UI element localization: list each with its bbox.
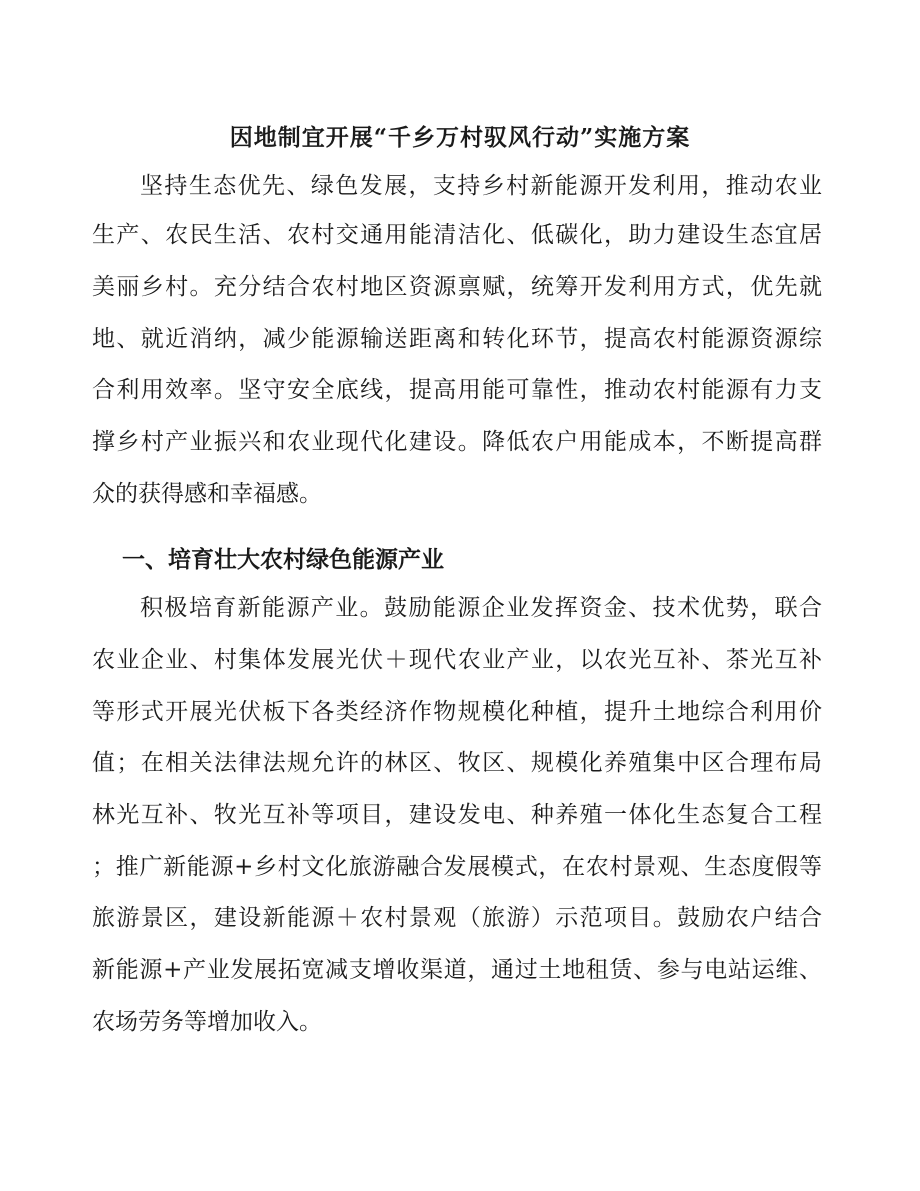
intro-line-5: 合利用效率。坚守安全底线，提高用能可靠性，推动农村能源有力支: [92, 377, 822, 403]
section-1-line-1: 积极培育新能源产业。鼓励能源企业发挥资金、技术优势，联合: [140, 595, 822, 621]
document-title: 因地制宜开展“千乡万村驭风行动”实施方案: [229, 124, 691, 151]
section-1-line-6: ；推广新能源+乡村文化旅游融合发展模式，在农村景观、生态度假等: [92, 854, 822, 880]
section-1-line-4: 值；在相关法律法规允许的林区、牧区、规模化养殖集中区合理布局: [92, 750, 822, 776]
section-1-line-3: 等形式开展光伏板下各类经济作物规模化种植，提升土地综合利用价: [92, 699, 822, 725]
intro-line-3: 美丽乡村。充分结合农村地区资源禀赋，统筹开发利用方式，优先就: [92, 274, 822, 300]
intro-line-1: 坚持生态优先、绿色发展，支持乡村新能源开发利用，推动农业: [140, 173, 822, 199]
section-1-line-7: 旅游景区，建设新能源＋农村景观（旅游）示范项目。鼓励农户结合: [92, 905, 822, 931]
section-1-line-9: 农场劳务等增加收入。: [92, 1009, 322, 1035]
section-1-line-8: 新能源+产业发展拓宽减支增收渠道，通过土地租赁、参与电站运维、: [92, 957, 822, 983]
section-1-heading: 一、培育壮大农村绿色能源产业: [122, 546, 444, 573]
intro-line-6: 撑乡村产业振兴和农业现代化建设。降低农户用能成本，不断提高群: [92, 429, 822, 455]
section-1-line-2: 农业企业、村集体发展光伏＋现代农业产业，以农光互补、茶光互补: [92, 647, 822, 673]
section-1-line-5: 林光互补、牧光互补等项目，建设发电、种养殖一体化生态复合工程: [92, 802, 822, 828]
intro-line-2: 生产、农民生活、农村交通用能清洁化、低碳化，助力建设生态宜居: [92, 222, 822, 248]
intro-line-4: 地、就近消纳，减少能源输送距离和转化环节，提高农村能源资源综: [92, 326, 822, 352]
intro-line-7: 众的获得感和幸福感。: [92, 481, 322, 507]
